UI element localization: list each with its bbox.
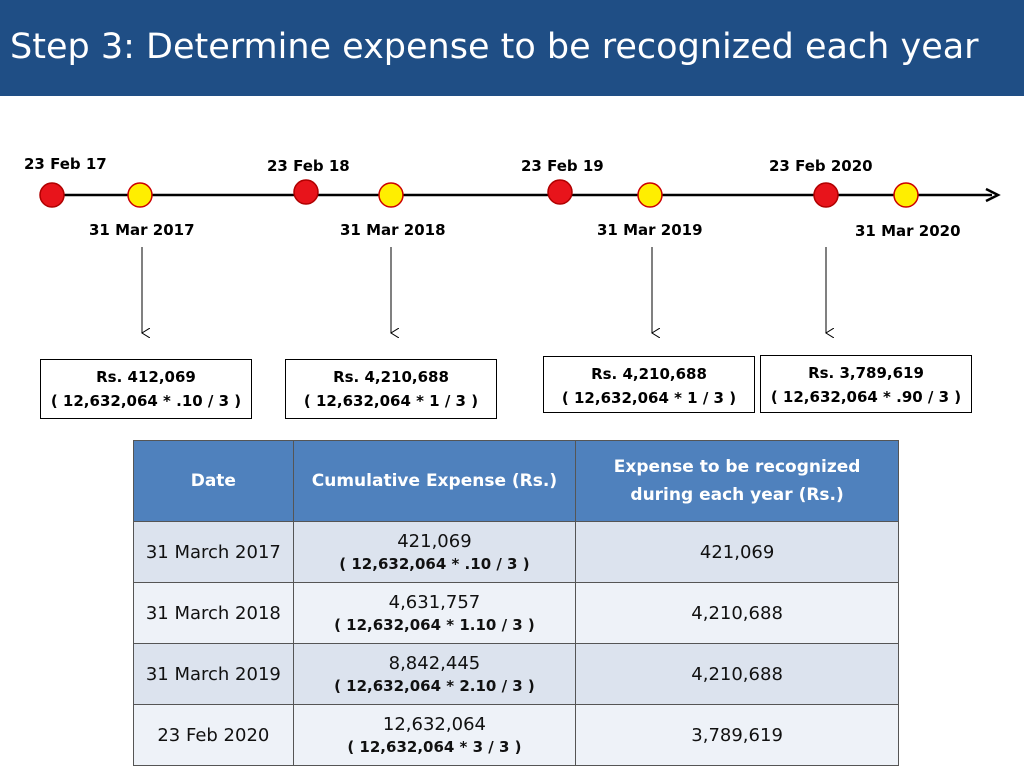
- slide-title: Step 3: Determine expense to be recognized each year: [10, 27, 979, 67]
- year-end-label: 31 Mar 2020: [855, 222, 961, 240]
- cell-cumulative: [293, 705, 576, 766]
- table-row: [134, 522, 899, 583]
- cell-cumulative: [293, 522, 576, 583]
- table-row: [134, 705, 899, 766]
- cell-expense: 421,069: [576, 522, 899, 583]
- year-end-marker: [379, 183, 403, 207]
- cumulative-value: 12,632,064: [382, 714, 486, 735]
- cell-expense: 4,210,688: [576, 583, 899, 644]
- grant-date-marker: [40, 183, 64, 207]
- cumulative-formula: ( 12,632,064 * 1.10 / 3 ): [334, 616, 535, 634]
- year-end-marker: [128, 183, 152, 207]
- grant-date-label: 23 Feb 18: [267, 157, 350, 175]
- expense-box: [760, 355, 972, 413]
- cell-cumulative: [293, 644, 576, 705]
- cumulative-value: 8,842,445: [388, 653, 481, 674]
- column-header-date: Date: [134, 441, 294, 522]
- cell-cumulative: [293, 583, 576, 644]
- expense-box-formula: ( 12,632,064 * .90 / 3 ): [770, 388, 962, 406]
- expense-box-amount: Rs. 3,789,619: [808, 364, 924, 382]
- expense-box-amount: Rs. 412,069: [96, 368, 196, 386]
- cell-date: 31 March 2018: [134, 583, 294, 644]
- expense-box-amount: Rs. 4,210,688: [591, 365, 707, 383]
- grant-date-marker: [294, 180, 318, 204]
- cumulative-value: 4,631,757: [388, 592, 481, 613]
- expense-box-formula: ( 12,632,064 * 1 / 3 ): [561, 389, 737, 407]
- expense-table: [133, 440, 899, 766]
- table-row: [134, 583, 899, 644]
- table-row: [134, 644, 899, 705]
- grant-date-marker: [548, 180, 572, 204]
- year-end-label: 31 Mar 2017: [89, 221, 195, 239]
- cumulative-formula: ( 12,632,064 * 2.10 / 3 ): [334, 677, 535, 695]
- cell-expense: 3,789,619: [576, 705, 899, 766]
- grant-date-marker: [814, 183, 838, 207]
- year-end-label: 31 Mar 2019: [597, 221, 703, 239]
- grant-date-label: 23 Feb 17: [24, 155, 107, 173]
- table-header-row: [134, 441, 899, 522]
- year-end-marker: [638, 183, 662, 207]
- cell-expense: 4,210,688: [576, 644, 899, 705]
- cell-date: 31 March 2019: [134, 644, 294, 705]
- column-header-expense-text: Expense to be recognized during each year (Rs.): [613, 457, 861, 505]
- grant-date-label: 23 Feb 19: [521, 157, 604, 175]
- expense-box: [285, 359, 497, 419]
- cell-date: 31 March 2017: [134, 522, 294, 583]
- timeline: [0, 0, 1024, 345]
- expense-box-formula: ( 12,632,064 * .10 / 3 ): [50, 392, 242, 410]
- year-end-marker: [894, 183, 918, 207]
- column-header-cumulative: Cumulative Expense (Rs.): [293, 441, 576, 522]
- column-header-expense: [576, 441, 899, 522]
- year-end-label: 31 Mar 2018: [340, 221, 446, 239]
- cumulative-value: 421,069: [397, 531, 472, 552]
- expense-box-formula: ( 12,632,064 * 1 / 3 ): [303, 392, 479, 410]
- grant-date-label: 23 Feb 2020: [769, 157, 873, 175]
- cumulative-formula: ( 12,632,064 * 3 / 3 ): [347, 738, 522, 756]
- expense-box: [40, 359, 252, 419]
- cell-date: 23 Feb 2020: [134, 705, 294, 766]
- expense-box-amount: Rs. 4,210,688: [333, 368, 449, 386]
- expense-box: [543, 356, 755, 413]
- cumulative-formula: ( 12,632,064 * .10 / 3 ): [339, 555, 530, 573]
